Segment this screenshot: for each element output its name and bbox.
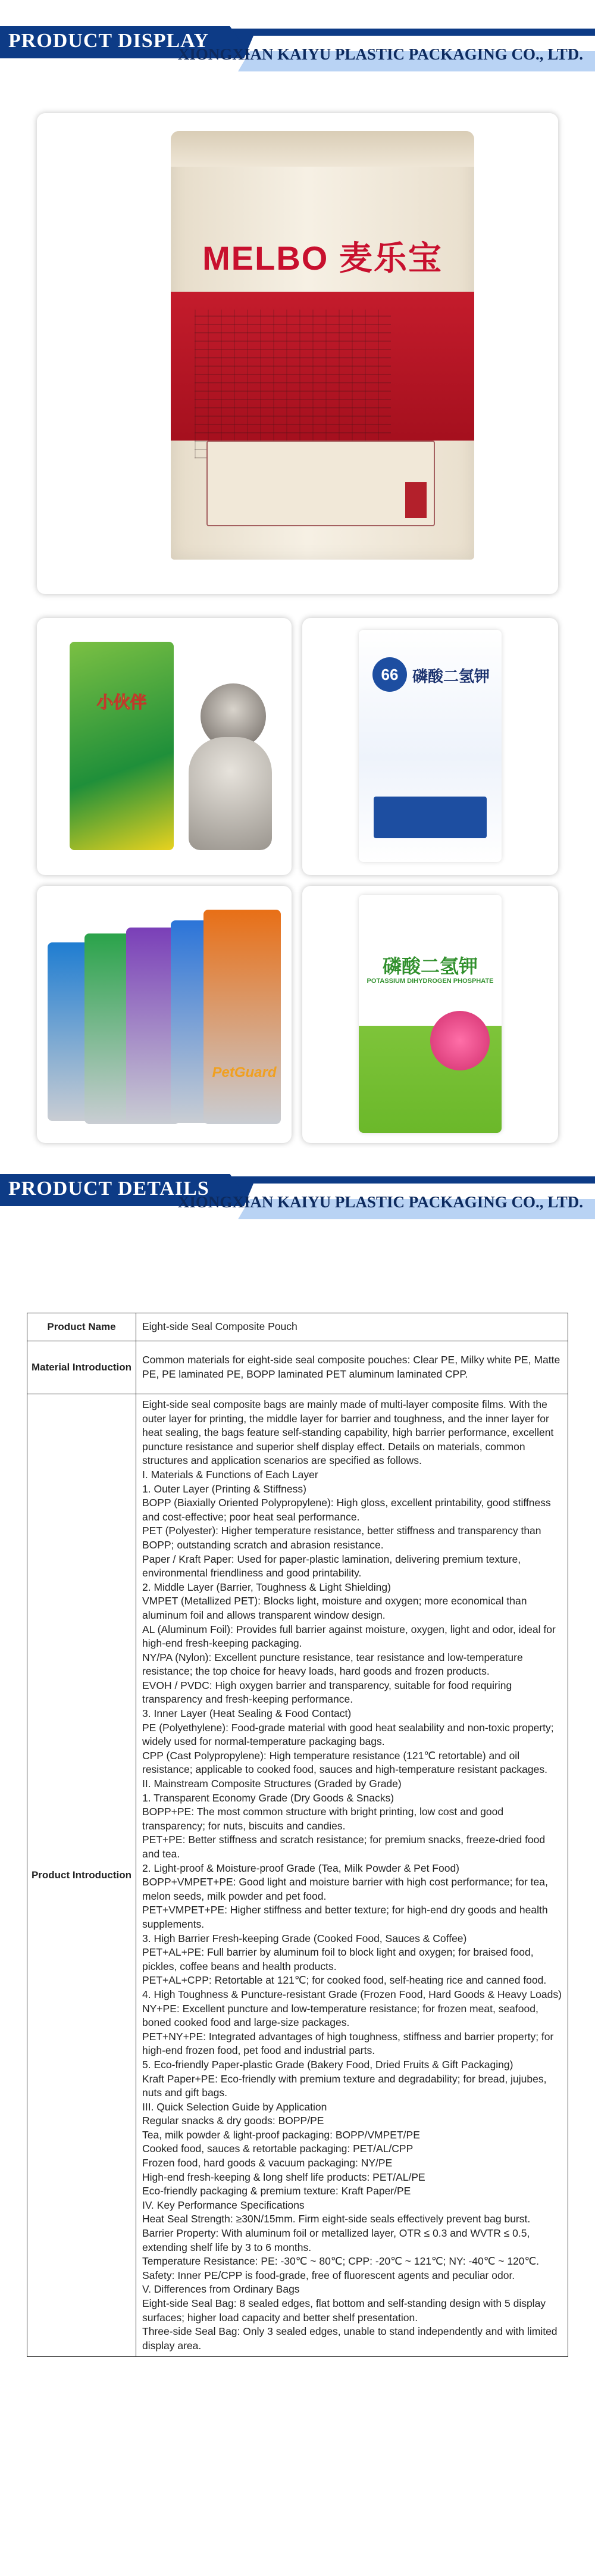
company-name: XIONGXIAN KAIYU PLASTIC PACKAGING CO., LTD. <box>177 1193 583 1211</box>
intro-line: BOPP+VMPET+PE: Good light and moisture barrier with high cost performance; for tea, melon seeds, milk powder and pet food. <box>142 1876 548 1902</box>
intro-line: V. Differences from Ordinary Bags <box>142 2283 300 2296</box>
intro-line: Kraft Paper+PE: Eco-friendly with premium texture and degradability; for bread, jujubes, nuts and gift bags. <box>142 2072 547 2099</box>
pet-food-photo <box>37 618 292 875</box>
intro-line: Temperature Resistance: PE: -30℃ ~ 80℃; CPP: -20℃ ~ 121℃; NY: -40℃ ~ 120℃. <box>142 2255 540 2268</box>
row-label: Material Introduction <box>27 1341 136 1394</box>
intro-line: Heat Seal Strength: ≥30N/15mm. Firm eight-side seals effectively prevent bag burst. <box>142 2213 531 2225</box>
intro-line: CPP (Cast Polypropylene): High temperature resistance (121℃ retortable) and oil resistance; applicable to cooked food, sauces and high-temperature resistant packages. <box>142 1749 547 1776</box>
intro-line: PET+NY+PE: Integrated advantages of high toughness, stiffness and barrier property; for high-end frozen food, pet food and industrial parts. <box>142 2030 554 2057</box>
product-display-banner <box>0 0 595 71</box>
fertilizer-bag-photo <box>302 886 558 1143</box>
intro-line: I. Materials & Functions of Each Layer <box>142 1468 318 1481</box>
intro-line: Eight-side seal composite bags are mainly made of multi-layer composite films. With the outer layer for printing, the middle layer for barrier and toughness, and the inner layer for heat sealing, the bags feature self-standing capability, high barrier performance, excellent puncture resistance and superior shelf display effect. Details on materials, common structures and application scenarios are specified as follows. <box>142 1398 554 1467</box>
petguard-brand: PetGuard <box>212 1064 277 1081</box>
intro-line: PET+VMPET+PE: Higher stiffness and better texture; for high-end dry goods and health supplements. <box>142 1904 548 1930</box>
intro-line: 4. High Toughness & Puncture-resistant Grade (Frozen Food, Hard Goods & Heavy Loads) <box>142 1988 562 2000</box>
intro-line: 2. Light-proof & Moisture-proof Grade (Tea, Milk Powder & Pet Food) <box>142 1862 460 1874</box>
intro-line: Eco-friendly packaging & premium texture: Kraft Paper/PE <box>142 2185 411 2197</box>
intro-line: PET+AL+PE: Full barrier by aluminum foil to block light and oxygen; for braised food, pickles, coffee beans and health products. <box>142 1946 534 1972</box>
pet-food-brand: 小伙伴 <box>96 693 147 711</box>
company-name: XIONGXIAN KAIYU PLASTIC PACKAGING CO., LTD. <box>177 45 583 63</box>
product-specs-table <box>27 1313 568 2357</box>
intro-line: Tea, milk powder & light-proof packaging: BOPP/VMPET/PE <box>142 2128 420 2141</box>
pouch-brand-cn: 麦乐宝 <box>339 239 443 277</box>
intro-line: II. Mainstream Composite Structures (Graded by Grade) <box>142 1778 402 1790</box>
intro-line: NY+PE: Excellent puncture and low-temperature resistance; for frozen meat, seafood, boned cooked food and large-size packages. <box>142 2002 538 2029</box>
intro-line: 3. Inner Layer (Heat Sealing & Food Contact) <box>142 1707 352 1720</box>
intro-line: 3. High Barrier Fresh-keeping Grade (Cooked Food, Sauces & Coffee) <box>142 1932 467 1944</box>
intro-line: NY/PA (Nylon): Excellent puncture resistance, tear resistance and low-temperature resistance; the top choice for heavy loads, hard goods and frozen products. <box>142 1651 523 1678</box>
intro-line: Safety: Inner PE/CPP is food-grade, free of fluorescent agents and peculiar odor. <box>142 2269 515 2281</box>
section-title: PRODUCT DISPLAY <box>8 30 209 52</box>
row-value: Common materials for eight-side seal composite pouches: Clear PE, Milky white PE, Matte PE, PE laminated PE, BOPP laminated PET aluminum laminated CPP. <box>136 1341 568 1394</box>
section-title: PRODUCT DETAILS <box>8 1178 209 1200</box>
intro-line: Three-side Seal Bag: Only 3 sealed edges, unable to stand independently and with limited display area. <box>142 2325 558 2352</box>
row-label: Product Name <box>27 1313 136 1341</box>
intro-line: 5. Eco-friendly Paper-plastic Grade (Bakery Food, Dried Fruits & Gift Packaging) <box>142 2058 513 2071</box>
intro-line: IV. Key Performance Specifications <box>142 2199 305 2211</box>
table-row <box>27 1341 568 1394</box>
intro-line: Frozen food, hard goods & vacuum packaging: NY/PE <box>142 2157 393 2169</box>
product-introduction-text <box>136 1394 568 2357</box>
chem-cn-name: 磷酸二氢钾 <box>412 667 490 685</box>
intro-line: BOPP+PE: The most common structure with bright printing, low cost and good transparency; for nuts, biscuits and candies. <box>142 1806 504 1832</box>
chem-badge: 66 <box>372 657 407 692</box>
row-label: Product Introduction <box>27 1394 136 2357</box>
row-value: Eight-side Seal Composite Pouch <box>136 1313 568 1341</box>
product-details-banner <box>0 1148 595 1219</box>
intro-line: 2. Middle Layer (Barrier, Toughness & Light Shielding) <box>142 1581 391 1593</box>
pouch-brand-latin: MELBO <box>202 239 329 277</box>
intro-line: Cooked food, sauces & retortable packaging: PET/AL/CPP <box>142 2143 414 2155</box>
intro-line: PET+AL+CPP: Retortable at 121℃; for cooked food, self-heating rice and canned food. <box>142 1974 547 1987</box>
main-pouch-photo <box>37 113 558 594</box>
intro-line: Eight-side Seal Bag: 8 sealed edges, flat bottom and self-standing design with 5 display surfaces; higher load capacity and better shelf presentation. <box>142 2297 546 2324</box>
intro-line: BOPP (Biaxially Oriented Polypropylene): High gloss, excellent printability, good stiffness and cost-effective; poor heat seal performance. <box>142 1497 551 1523</box>
intro-line: Paper / Kraft Paper: Used for paper-plastic lamination, delivering premium texture, environmental friendliness and good printability. <box>142 1553 521 1579</box>
intro-line: PET (Polyester): Higher temperature resistance, better stiffness and transparency than BOPP; outstanding scratch and abrasion resistance. <box>142 1525 541 1551</box>
intro-line: Barrier Property: With aluminum foil or metallized layer, OTR ≤ 0.3 and WVTR ≤ 0.5, extending shelf life by 3 to 6 months. <box>142 2227 530 2253</box>
intro-line: 1. Outer Layer (Printing & Stiffness) <box>142 1482 306 1495</box>
intro-line: PET+PE: Better stiffness and scratch resistance; for premium snacks, freeze-dried food and tea. <box>142 1834 546 1860</box>
intro-line: VMPET (Metallized PET): Blocks light, moisture and oxygen; more economical than aluminum foil and allows transparent window design. <box>142 1595 527 1621</box>
intro-line: III. Quick Selection Guide by Application <box>142 2100 327 2113</box>
chemical-bag-photo <box>302 618 558 875</box>
table-row <box>27 1394 568 2357</box>
intro-line: EVOH / PVDC: High oxygen barrier and transparency, suitable for food requiring transparency and fresh-keeping performance. <box>142 1679 512 1706</box>
petguard-photo <box>37 886 292 1143</box>
fert-en-name: POTASSIUM DIHYDROGEN PHOSPHATE <box>367 978 494 985</box>
intro-line: AL (Aluminum Foil): Provides full barrier against moisture, oxygen, light and odor, ideal for high-end fresh-keeping packaging. <box>142 1623 556 1650</box>
intro-line: Regular snacks & dry goods: BOPP/PE <box>142 2115 324 2127</box>
fert-cn-name: 磷酸二氢钾 <box>382 956 478 977</box>
intro-line: High-end fresh-keeping & long shelf life products: PET/AL/PE <box>142 2171 425 2183</box>
intro-line: 1. Transparent Economy Grade (Dry Goods & Snacks) <box>142 1791 394 1804</box>
table-row <box>27 1313 568 1341</box>
intro-line: PE (Polyethylene): Food-grade material with good heat sealability and non-toxic property; widely used for normal-temperature packaging bags. <box>142 1721 554 1748</box>
